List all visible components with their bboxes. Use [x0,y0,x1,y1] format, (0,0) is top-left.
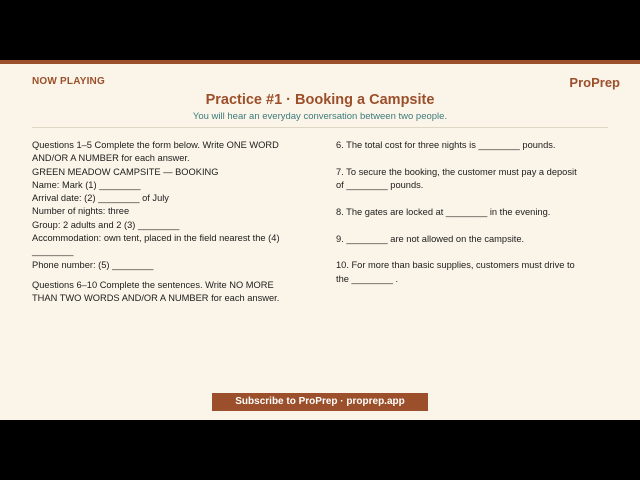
accent-bar [0,60,640,64]
question-10: 10. For more than basic supplies, customers must drive to [336,260,575,271]
form-heading: GREEN MEADOW CAMPSITE — BOOKING [32,166,219,177]
question-7-cont: of ________ pounds. [336,180,424,191]
now-playing-label: NOW PLAYING [32,76,105,87]
subscribe-banner[interactable]: Subscribe to ProPrep · proprep.app [212,393,428,411]
section2-instruction: Questions 6–10 Complete the sentences. Write NO MORE [32,279,274,290]
page-subtitle: You will hear an everyday conversation between two people. [192,111,448,122]
brand-logo: ProPrep [569,75,620,90]
question-7: 7. To secure the booking, the customer must pay a deposit [336,166,577,177]
form-field-phone: Phone number: (5) ________ [32,259,154,270]
section2-instruction: THAN TWO WORDS AND/OR A NUMBER for each answer. [32,293,280,304]
form-field-name: Name: Mark (1) ________ [32,179,141,190]
sentence-questions-column [336,139,616,286]
instruction-line: Questions 1–5 Complete the form below. Write ONE WORD [32,140,279,150]
question-9: 9. ________ are not allowed on the campsite. [336,233,525,244]
form-field-accommodation: Accommodation: own tent, placed in the field nearest the (4) [32,233,280,244]
question-10-cont: the ________ . [336,273,399,284]
form-field-group: Group: 2 adults and 2 (3) ________ [32,219,180,230]
page-title: Practice #1 · Booking a Campsite [205,92,435,108]
form-field-nights: Number of nights: three [32,206,130,217]
form-questions-column [32,139,312,306]
divider [32,127,608,128]
form-field-accommodation-blank: ________ [32,246,74,257]
instruction-line: AND/OR A NUMBER for each answer. [32,153,190,164]
video-frame [0,60,640,420]
question-6: 6. The total cost for three nights is ________ pounds. [336,140,556,150]
question-8: 8. The gates are locked at ________ in the evening. [336,206,551,217]
form-field-arrival-date: Arrival date: (2) ________ of July [32,193,169,204]
